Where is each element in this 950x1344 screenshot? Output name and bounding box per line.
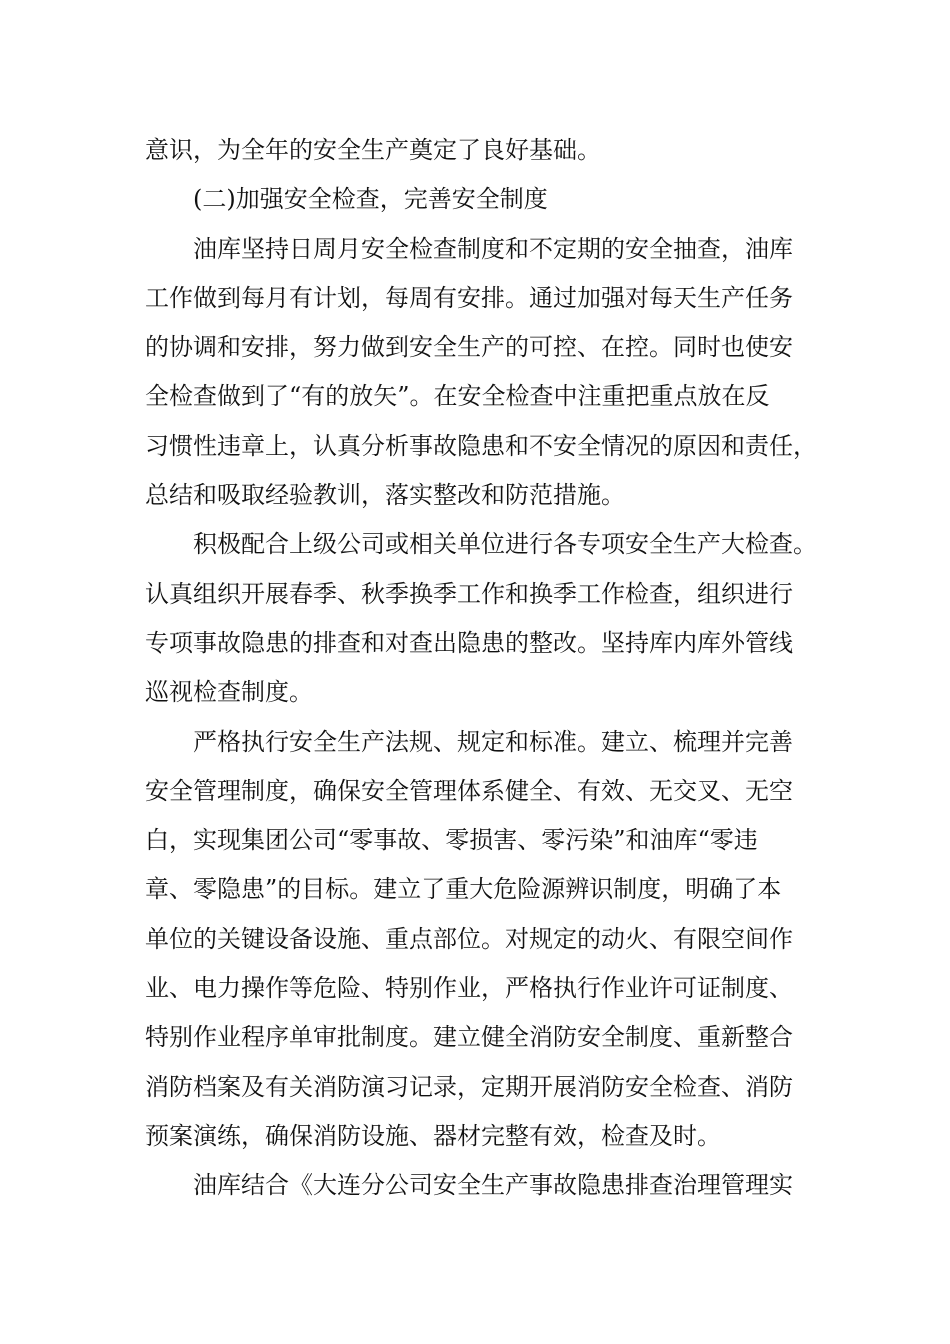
paragraph-line: 预案演练，确保消防设施、器材完整有效，检查及时。 [145,1121,721,1150]
paragraph-line: 认真组织开展春季、秋季换季工作和换季工作检查，组织进行 [145,579,793,608]
paragraph-line: 习惯性违章上，认真分析事故隐患和不安全情况的原因和责任， [145,431,817,460]
paragraph-line: 总结和吸取经验教训，落实整改和防范措施。 [145,481,625,510]
paragraph-line: 油库结合《大连分公司安全生产事故隐患排查治理管理实 [193,1171,793,1200]
paragraph-line: 白，实现集团公司“零事故、零损害、零污染”和油库“零违 [145,826,758,855]
paragraph-line: 单位的关键设备设施、重点部位。对规定的动火、有限空间作 [145,924,793,953]
section-heading: (二)加强安全检查，完善安全制度 [193,185,548,214]
paragraph-line: 的协调和安排，努力做到安全生产的可控、在控。同时也使安 [145,333,793,362]
paragraph-line: 工作做到每月有计划，每周有安排。通过加强对每天生产任务 [145,283,793,312]
paragraph-line: 严格执行安全生产法规、规定和标准。建立、梳理并完善 [193,727,793,756]
paragraph-line: 积极配合上级公司或相关单位进行各专项安全生产大检查。 [193,530,817,559]
paragraph-line: 安全管理制度，确保安全管理体系健全、有效、无交叉、无空 [145,776,793,805]
paragraph-line: 巡视检查制度。 [145,678,313,707]
paragraph-line: 业、电力操作等危险、特别作业，严格执行作业许可证制度、 [145,974,793,1003]
paragraph-line: 消防档案及有关消防演习记录，定期开展消防安全检查、消防 [145,1072,793,1101]
paragraph-line: 油库坚持日周月安全检查制度和不定期的安全抽查，油库 [193,234,793,263]
paragraph-line: 全检查做到了“有的放矢”。在安全检查中注重把重点放在反 [145,382,770,411]
paragraph-line: 专项事故隐患的排查和对查出隐患的整改。坚持库内库外管线 [145,628,793,657]
document-body [145,126,817,1211]
paragraph-line: 特别作业程序单审批制度。建立健全消防安全制度、重新整合 [145,1023,793,1052]
paragraph-line: 章、零隐患”的目标。建立了重大危险源辨识制度，明确了本 [145,875,782,904]
text-line-continuation: 意识，为全年的安全生产奠定了良好基础。 [145,136,601,164]
